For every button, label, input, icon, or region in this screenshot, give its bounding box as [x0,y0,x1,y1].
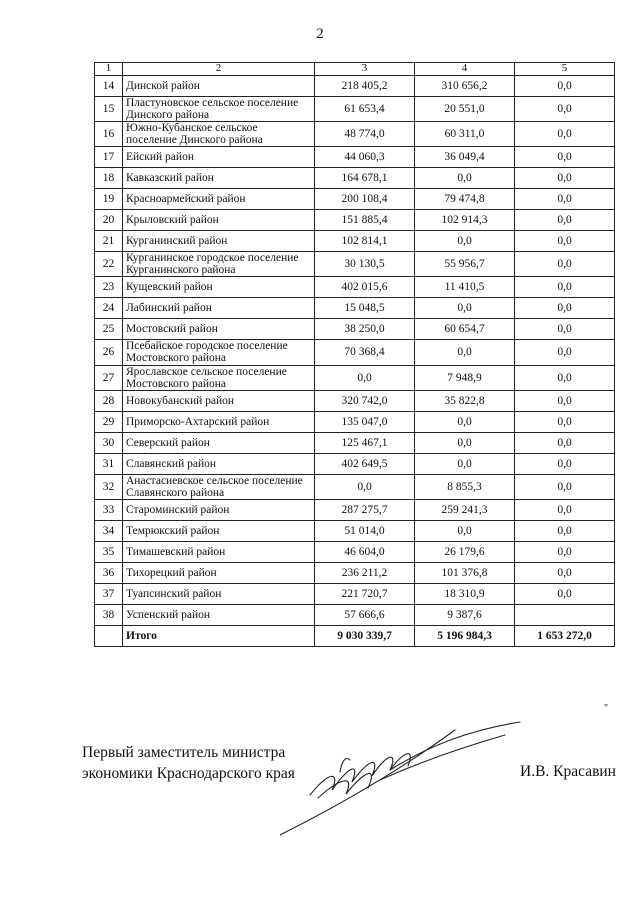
row-number: 32 [95,474,123,499]
row-name: Туапсинский район [123,583,315,604]
row-number: 31 [95,453,123,474]
row-value-col-3: 402 649,5 [315,453,415,474]
signer-title [82,742,295,784]
row-value-col-4: 0,0 [415,168,515,189]
table-row [95,432,615,453]
row-value-col-3: 151 885,4 [315,210,415,231]
row-value-col-5: 0,0 [515,210,615,231]
row-number: 34 [95,520,123,541]
row-value-col-4: 0,0 [415,340,515,365]
row-value-col-3: 135 047,0 [315,411,415,432]
table-row [95,122,615,147]
row-value-col-4: 79 474,8 [415,189,515,210]
row-value-col-5: 0,0 [515,390,615,411]
row-value-col-3: 221 720,7 [315,583,415,604]
row-value-col-3: 44 060,3 [315,147,415,168]
table-row [95,541,615,562]
row-name: Тихорецкий район [123,562,315,583]
row-value-col-4: 11 410,5 [415,277,515,298]
table-row [95,298,615,319]
row-value-col-5: 0,0 [515,147,615,168]
header-col-4: 4 [415,63,515,76]
row-value-col-3: 164 678,1 [315,168,415,189]
header-col-5: 5 [515,63,615,76]
signer-title-line-2: экономики Краснодарского края [82,765,295,782]
row-value-col-5: 0,0 [515,122,615,147]
row-value-col-3: 236 211,2 [315,562,415,583]
table-row [95,277,615,298]
row-value-col-5: 0,0 [515,583,615,604]
row-value-col-5: 0,0 [515,277,615,298]
row-value-col-3: 48 774,0 [315,122,415,147]
row-value-col-5: 0,0 [515,562,615,583]
row-name: Славянский район [123,453,315,474]
row-number: 20 [95,210,123,231]
row-name: Староминский район [123,499,315,520]
total-label: Итого [123,625,315,646]
row-value-col-3: 30 130,5 [315,252,415,277]
row-number: 35 [95,541,123,562]
row-value-col-3: 70 368,4 [315,340,415,365]
total-row [95,625,615,646]
row-name: Приморско-Ахтарский район [123,411,315,432]
row-name: Кавказский район [123,168,315,189]
row-number: 26 [95,340,123,365]
row-value-col-5: 0,0 [515,520,615,541]
total-col-4: 5 196 984,3 [415,625,515,646]
row-value-col-4: 9 387,6 [415,604,515,625]
row-number: 25 [95,319,123,340]
row-name: Новокубанский район [123,390,315,411]
row-value-col-5: 0,0 [515,474,615,499]
table-row [95,147,615,168]
table-row [95,520,615,541]
table-row [95,76,615,97]
total-number [95,625,123,646]
row-value-col-3: 0,0 [315,474,415,499]
signer-title-line-1: Первый заместитель министра [82,744,286,761]
row-value-col-3: 125 467,1 [315,432,415,453]
row-value-col-4: 102 914,3 [415,210,515,231]
table-row [95,583,615,604]
row-name: Анастасиевское сельское поселение Славянского района [123,474,315,499]
table-row [95,252,615,277]
row-number: 15 [95,97,123,122]
row-value-col-4: 101 376,8 [415,562,515,583]
row-value-col-5: 0,0 [515,168,615,189]
row-number: 18 [95,168,123,189]
row-number: 17 [95,147,123,168]
row-value-col-3: 287 275,7 [315,499,415,520]
row-value-col-4: 0,0 [415,298,515,319]
row-value-col-4: 259 241,3 [415,499,515,520]
row-value-col-5: 0,0 [515,97,615,122]
table-row [95,453,615,474]
row-value-col-5: 0,0 [515,189,615,210]
row-name: Северский район [123,432,315,453]
row-value-col-4: 55 956,7 [415,252,515,277]
row-value-col-3: 51 014,0 [315,520,415,541]
row-value-col-3: 218 405,2 [315,76,415,97]
table-row [95,340,615,365]
row-number: 29 [95,411,123,432]
closing-quote: " [604,703,609,714]
row-value-col-4: 60 311,0 [415,122,515,147]
row-value-col-3: 102 814,1 [315,231,415,252]
row-value-col-3: 57 666,6 [315,604,415,625]
row-value-col-5: 0,0 [515,365,615,390]
row-name: Пластуновское сельское поселение Динского района [123,97,315,122]
row-name: Курганинский район [123,231,315,252]
row-value-col-3: 320 742,0 [315,390,415,411]
row-value-col-4: 60 654,7 [415,319,515,340]
row-name: Темрюкский район [123,520,315,541]
row-number: 33 [95,499,123,520]
table-row [95,499,615,520]
row-value-col-5: 0,0 [515,541,615,562]
row-value-col-5: 0,0 [515,76,615,97]
row-value-col-3: 61 653,4 [315,97,415,122]
row-value-col-5 [515,604,615,625]
table-row [95,168,615,189]
table-row [95,365,615,390]
table-row [95,231,615,252]
row-name: Кущевский район [123,277,315,298]
table-row [95,97,615,122]
row-name: Динской район [123,76,315,97]
row-number: 24 [95,298,123,319]
table-row [95,562,615,583]
row-value-col-4: 0,0 [415,520,515,541]
row-number: 30 [95,432,123,453]
handwritten-signature [280,700,540,850]
table-row [95,604,615,625]
row-number: 27 [95,365,123,390]
row-value-col-4: 26 179,6 [415,541,515,562]
total-col-3: 9 030 339,7 [315,625,415,646]
header-col-1: 1 [95,63,123,76]
table-row [95,210,615,231]
row-value-col-4: 310 656,2 [415,76,515,97]
row-name: Красноармейский район [123,189,315,210]
row-name: Мостовский район [123,319,315,340]
row-value-col-3: 402 015,6 [315,277,415,298]
row-name: Курганинское городское поселение Курганинского района [123,252,315,277]
table-row [95,411,615,432]
row-value-col-4: 0,0 [415,411,515,432]
data-table [94,62,615,647]
row-value-col-5: 0,0 [515,453,615,474]
row-value-col-4: 36 049,4 [415,147,515,168]
table-row [95,474,615,499]
row-value-col-5: 0,0 [515,432,615,453]
row-value-col-4: 0,0 [415,231,515,252]
row-value-col-5: 0,0 [515,298,615,319]
table-row [95,189,615,210]
row-name: Лабинский район [123,298,315,319]
row-number: 28 [95,390,123,411]
row-name: Южно-Кубанское сельское поселение Динского района [123,122,315,147]
row-value-col-4: 20 551,0 [415,97,515,122]
row-number: 21 [95,231,123,252]
header-col-3: 3 [315,63,415,76]
table-row [95,390,615,411]
row-name: Ярославское сельское поселение Мостовского района [123,365,315,390]
table-body [95,76,615,647]
row-number: 37 [95,583,123,604]
row-value-col-3: 46 604,0 [315,541,415,562]
total-col-5: 1 653 272,0 [515,625,615,646]
row-name: Тимашевский район [123,541,315,562]
row-name: Ейский район [123,147,315,168]
row-value-col-5: 0,0 [515,499,615,520]
signer-name: И.В. Красавин [520,763,616,780]
row-value-col-3: 200 108,4 [315,189,415,210]
row-value-col-4: 35 822,8 [415,390,515,411]
row-number: 14 [95,76,123,97]
row-name: Успенский район [123,604,315,625]
row-value-col-5: 0,0 [515,411,615,432]
row-value-col-5: 0,0 [515,231,615,252]
page-number: 2 [316,26,324,42]
row-number: 22 [95,252,123,277]
row-value-col-4: 8 855,3 [415,474,515,499]
row-name: Псебайское городское поселение Мостовского района [123,340,315,365]
row-value-col-4: 7 948,9 [415,365,515,390]
row-value-col-4: 0,0 [415,432,515,453]
header-col-2: 2 [123,63,315,76]
row-number: 38 [95,604,123,625]
table-header [95,63,615,76]
row-value-col-4: 0,0 [415,453,515,474]
row-value-col-4: 18 310,9 [415,583,515,604]
row-name: Крыловский район [123,210,315,231]
row-number: 36 [95,562,123,583]
row-number: 19 [95,189,123,210]
row-value-col-5: 0,0 [515,252,615,277]
row-value-col-3: 0,0 [315,365,415,390]
row-value-col-5: 0,0 [515,319,615,340]
row-number: 16 [95,122,123,147]
row-value-col-5: 0,0 [515,340,615,365]
row-value-col-3: 38 250,0 [315,319,415,340]
row-number: 23 [95,277,123,298]
table-row [95,319,615,340]
row-value-col-3: 15 048,5 [315,298,415,319]
